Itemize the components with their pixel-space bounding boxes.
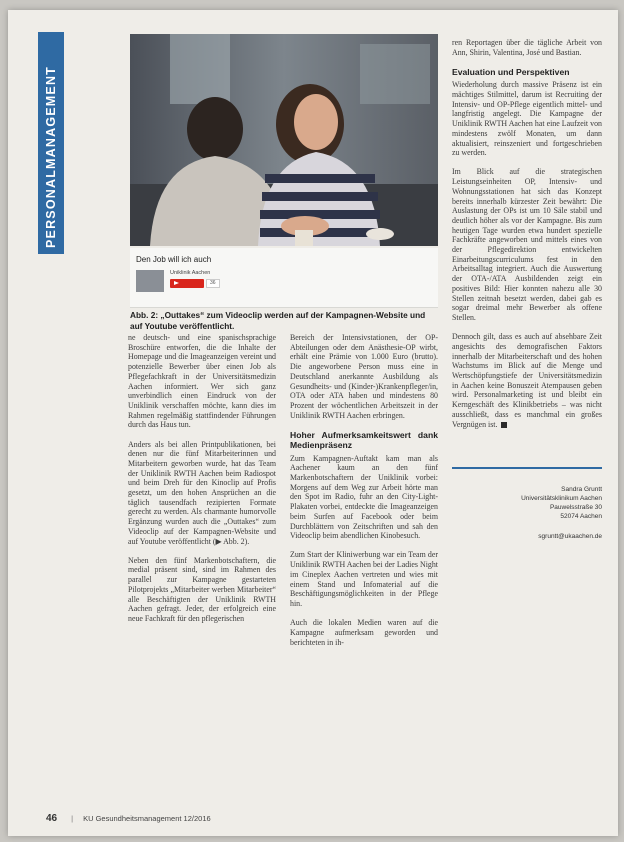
- contact-street: Pauwelsstraße 30: [549, 503, 602, 511]
- channel-avatar: [136, 270, 164, 292]
- paragraph: Auch die lokalen Medien waren auf die Kampagne aufmerksam geworden und berichteten in ih-: [290, 618, 438, 647]
- paragraph: Neben den fünf Markenbotschaftern, die medial präsent sind, sind im Rahmen des parallel zur Kampagne gestarteten Pilotprojekts „Mitarbeiter werben Mitarbeiter“ alle Beschäftigten der Uniklinik RWTH Aachen gefragt. Jeder, der erfolgreich eine neue Fachkraft für den pflegerischen: [128, 555, 276, 623]
- paragraph-text: Dennoch gilt, dass es auch auf absehbare Zeit angesichts des demografischen Faktors innerhalb der Mitarbeiterschaft und des hohen Wachstums im Blick auf die Menge und Wertschöpfungstiefe der Universitätsmedizin in Aachen keine Bonuszeit Atempausen geben wird. Personalmarketing ist und bleibt ein Kerngeschäft des Klinikbetriebs – was nicht ausschließt, dass es manchmal ein großes Vergnügen ist.: [452, 332, 602, 429]
- cafe-scene-image: [130, 34, 438, 246]
- subscriber-count: 36: [206, 279, 220, 288]
- paragraph: Im Blick auf die strategischen Leistungseinheiten OP, Intensiv- und Wohnungsstationen hat sich das Konzept bereits innerhalb kürzester Zeit bewährt: Die Auslastung der OPs ist um 10 Säle stabil und deutlich höher als vor der Kampagne. Bis zum heutigen Tage wurden etwa hundert spezielle Fachkräfte angeworben und mittels eines von der Pflegedirektion entwickelten Einarbeitungscurriculums fest in den Arbeitsalltag integriert. Auch die Auswertung der OTA-/ATA Ausbildenden zeigt ein positives Bild: Hier konnten nahezu alle 30 Stellen zeitnah besetzt werden, dabei gab es sogar dreimal mehr Bewerber als offene Stellen.: [452, 167, 602, 322]
- page-number: 46: [46, 813, 58, 824]
- text-column-3: [452, 38, 602, 541]
- contact-block: [452, 485, 602, 541]
- paragraph: Zum Kampagnen-Auftakt kam man als Aachener kaum an den fünf Markenbotschaftern der Uniklinik vorbei: Morgens auf dem Weg zur Arbeit hörte man den Spot im Radio, fuhr an den City-Light-Plakaten vorbei, entdeckte die Imageanzeigen beim Surfen auf Facebook oder beim Durchblättern von Zeitschriften und sah den Videoclip beim abendlichen Kinobesuch.: [290, 453, 438, 541]
- paragraph: Wiederholung durch massive Präsenz ist ein mächtiges Stilmittel, darum ist Recruiting der Intensiv- und OP-Pflege eigentlich mittel- und langfristig angelegt. Die Kampagne der Uniklinik RWTH Aachen hat eine Laufzeit von mindestens zwölf Monaten, um dann aktualisiert, reinszeniert und fortgeschrieben zu werden.: [452, 80, 602, 158]
- channel-name: Uniklinik Aachen: [170, 270, 211, 276]
- contact-org: Universitätsklinikum Aachen: [521, 494, 602, 502]
- footer-separator: |: [71, 814, 74, 823]
- contact-name: Sandra Gruntt: [561, 485, 602, 493]
- section-heading: Evaluation und Perspektiven: [452, 66, 570, 77]
- figure-caption: Abb. 2: „Outtakes“ zum Videoclip werden auf der Kampagnen-Website und auf Youtube veröffentlicht.: [130, 310, 426, 331]
- paragraph: [452, 332, 602, 429]
- section-label: PERSONALMANAGEMENT: [44, 65, 58, 248]
- text-column-2: [290, 333, 438, 657]
- paragraph: ne deutsch- und eine spanischsprachige Broschüre entworfen, die die Inhalte der Homepage und die Imageanzeigen vereint und potenzielle Bewerber über einen Job als Pflegefachkraft in der Universitätsmedizin Aachen informiert. Wer sich ganz unverbindlich einen Eindruck von der Uniklinik verschaffen möchte, kann dies im Rahmen regelmäßig stattfindender Führungen durch das Haus tun.: [128, 333, 276, 430]
- article-photo: [130, 34, 438, 246]
- contact-email[interactable]: sgruntt@ukaachen.de: [538, 532, 602, 540]
- page-footer: [46, 813, 211, 824]
- contact-city: 52074 Aachen: [560, 512, 602, 520]
- paragraph: Anders als bei allen Printpublikationen, bei denen nur die fünf Mitarbeiterinnen und Mitarbeitern geworben wurde, hat das Team der Uniklinik RWTH Aachen beim Radiospot und beim Dreh für den Kinoclip auf Profis gesetzt, um den hohen Ansprüchen an die täglich tausendfach rezipierten Formate gerecht zu werden. Als charmante humorvolle Ergänzung wurden auch die „Outtakes“ zum Videoclip auf der Kampagnen-Website und auf Youtube veröffentlicht (▶ Abb. 2).: [128, 439, 276, 546]
- paragraph: Bereich der Intensivstationen, der OP-Abteilungen oder dem Anästhesie-OP wirbt, erhält eine Prämie von 1.000 Euro (brutto). Die angeworbene Person muss eine in Deutschland anerkannte Ausbildung als Gesundheits- und (Kinder-)Krankenpfleger/in, OTA oder ATA haben und mindestens 80 Prozent der wöchentlichen Arbeitszeit in der Uniklinik RWTH Aachen erbringen.: [290, 333, 438, 420]
- paragraph: Zum Start der Kliniwerbung war ein Team der Uniklinik RWTH Aachen bei der Ladies Night im Cineplex Aachen vertreten und wies mit einem Stand und Infomaterial auf die Beschäftigungsmöglichkeiten in der Pflege hin.: [290, 550, 438, 608]
- magazine-page: [8, 10, 618, 836]
- section-heading: Hoher Aufmerksamkeitswert dank Medienpräsenz: [290, 429, 438, 451]
- divider: [452, 467, 602, 469]
- paragraph: ren Reportagen über die tägliche Arbeit von Ann, Shirin, Valentina, José und Bastian.: [452, 38, 602, 57]
- video-embed[interactable]: [130, 248, 438, 308]
- publication-name: KU Gesundheitsmanagement 12/2016: [83, 814, 211, 823]
- video-title: Den Job will ich auch: [136, 255, 212, 264]
- play-icon[interactable]: [170, 279, 204, 288]
- end-of-article-icon: [501, 422, 507, 428]
- text-column-1: [128, 333, 276, 633]
